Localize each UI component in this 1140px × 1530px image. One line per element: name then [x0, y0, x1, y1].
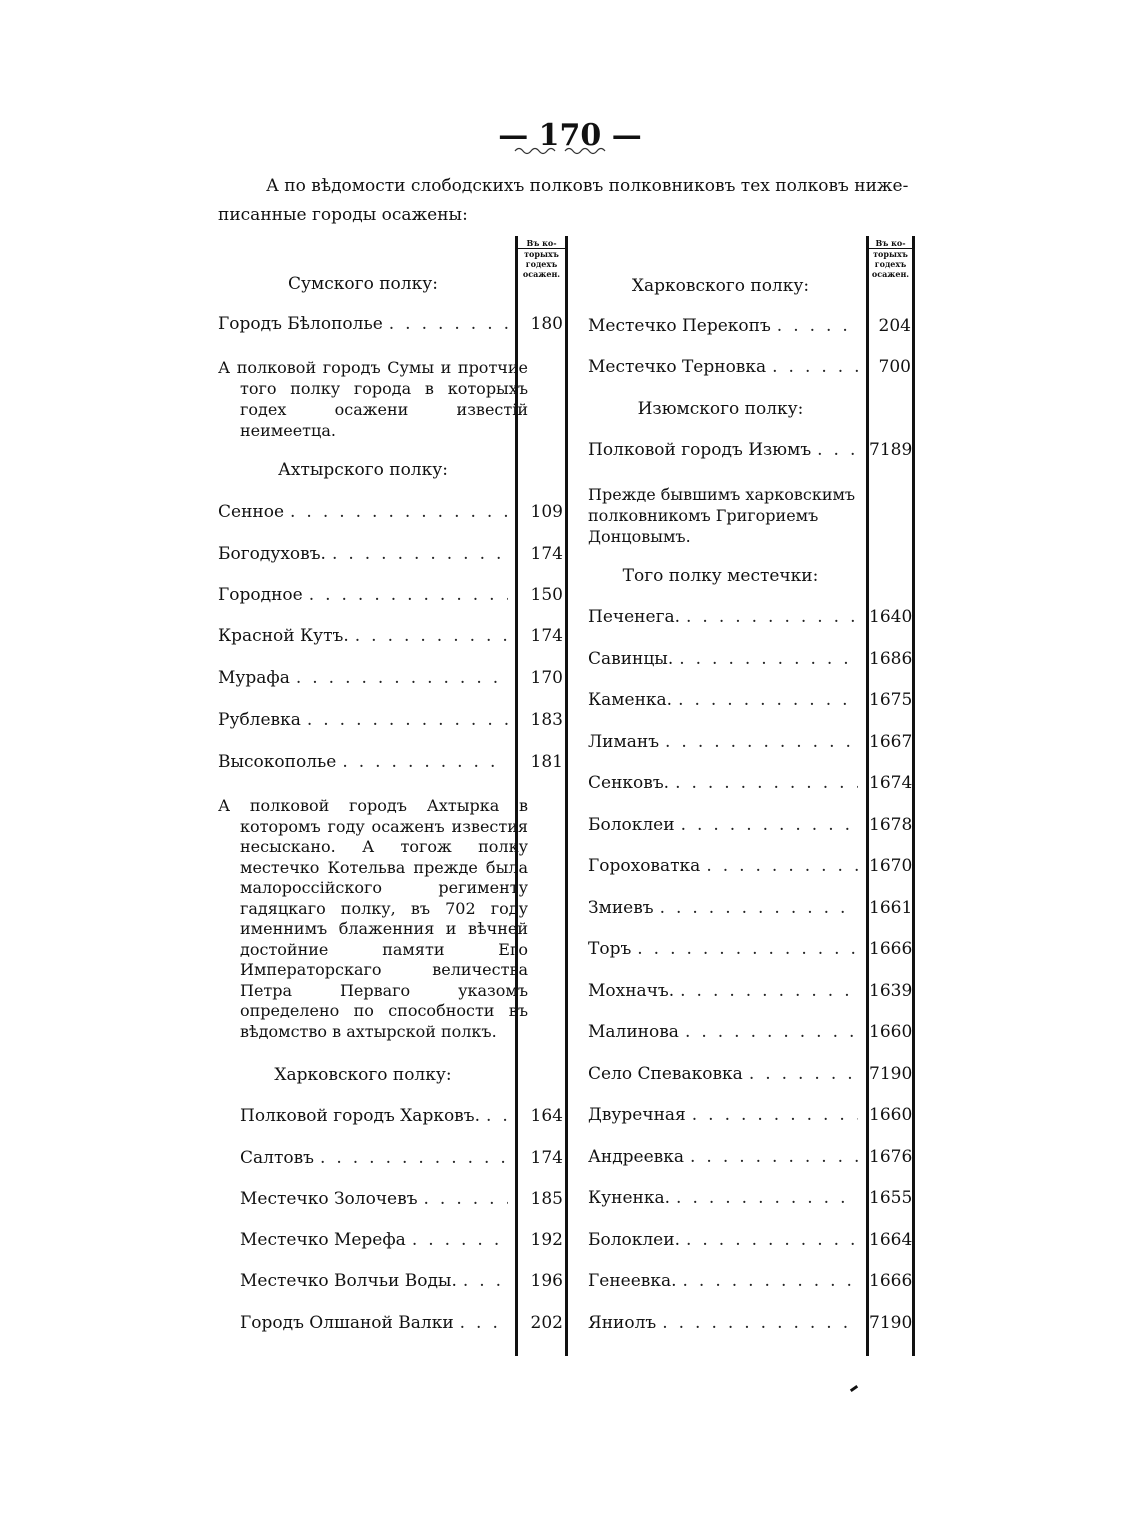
row-label: Сенное [218, 502, 285, 522]
row-label: Савинцы. [588, 649, 674, 669]
table-row [218, 502, 508, 522]
table-row [588, 773, 858, 793]
table-row [588, 939, 858, 959]
table-row [218, 544, 508, 564]
table-row [588, 690, 858, 710]
table-row [588, 1105, 858, 1125]
row-label: Красной Кутъ. [218, 626, 349, 646]
row-year: 1660 [869, 1022, 913, 1042]
table-row [588, 1147, 858, 1167]
kharkov-regiment-heading-right: Харковского полку: [631, 276, 810, 296]
row-year: 1640 [869, 607, 913, 627]
row-year: 7190 [869, 1313, 913, 1333]
row-label: Куненка. [588, 1188, 671, 1208]
row-year: 1678 [869, 815, 913, 835]
header-line: торыхъ [524, 249, 559, 259]
row-year: 109 [530, 502, 563, 522]
table-row [240, 1148, 508, 1168]
table-row [218, 626, 508, 646]
row-year: 1655 [869, 1188, 913, 1208]
row-label: Болоклеи. [588, 1230, 680, 1250]
row-year: 150 [530, 585, 563, 605]
row-label: Полковой городъ Харковъ. [240, 1106, 480, 1126]
row-label: Богодуховъ. [218, 544, 326, 564]
row-label: Салтовъ [240, 1148, 314, 1168]
table-row [588, 856, 858, 876]
row-label: Мохначъ. [588, 981, 675, 1001]
row-label: Село Спеваковка [588, 1064, 743, 1084]
row-label: Рублевка [218, 710, 301, 730]
row-label: Местечко Терновка [588, 357, 767, 377]
row-label: Яниолъ [588, 1313, 657, 1333]
row-year: 196 [530, 1271, 563, 1291]
table-row [588, 732, 858, 752]
ornament-squiggle [513, 145, 615, 157]
row-year: 1686 [869, 649, 913, 669]
table-row [588, 440, 858, 460]
table-row [218, 752, 508, 772]
table-row [588, 815, 858, 835]
row-label: Каменка. [588, 690, 673, 710]
table-row [218, 585, 508, 605]
row-label: Лиманъ [588, 732, 660, 752]
table-row [588, 1230, 858, 1250]
table-row [218, 314, 508, 334]
row-label: Печенега. [588, 607, 681, 627]
table-row [240, 1313, 508, 1333]
table-row [588, 357, 858, 377]
table-row [240, 1106, 508, 1126]
table-row [240, 1271, 508, 1291]
table-row [588, 1188, 858, 1208]
header-line: осажен. [871, 269, 910, 279]
row-label: Двуречная [588, 1105, 686, 1125]
row-year: 174 [530, 626, 563, 646]
row-label: Змиевъ [588, 898, 654, 918]
table-row [588, 1313, 858, 1333]
left-column-header [518, 238, 565, 279]
right-col-rule-2 [912, 236, 915, 1356]
sumy-note: А полковой городъ Сумы и протчие того полку города в которыхъ годех осажени известій неимеетца. [218, 358, 528, 440]
row-year: 180 [530, 314, 563, 334]
sumy-regiment-heading: Сумского полку: [288, 274, 438, 294]
table-row [240, 1189, 508, 1209]
table-row [218, 668, 508, 688]
row-label: Полковой городъ Изюмъ [588, 440, 812, 460]
header-line: годехъ [874, 259, 907, 269]
row-year: 1674 [869, 773, 913, 793]
table-row [588, 649, 858, 669]
row-year: 202 [530, 1313, 563, 1333]
table-row [588, 316, 858, 336]
row-label: Гороховатка [588, 856, 701, 876]
table-row [240, 1230, 508, 1250]
row-label: Местечко Золочевъ [240, 1189, 418, 1209]
row-label: Городъ Олшаной Валки [240, 1313, 454, 1333]
table-row [588, 981, 858, 1001]
table-row [588, 1022, 858, 1042]
table-row [588, 607, 858, 627]
row-year: 1666 [869, 1271, 913, 1291]
row-year: 7189 [869, 440, 913, 460]
row-year: 1667 [869, 732, 913, 752]
table-row [588, 1271, 858, 1291]
row-label: Местечко Волчьи Воды. [240, 1271, 457, 1291]
header-line: Въ ко- [869, 238, 912, 249]
intro-line-2: писанные городы осажены: [218, 205, 468, 225]
row-year: 164 [530, 1106, 563, 1126]
intro-line-1: А по вѣдомости слободскихъ полковъ полковниковъ тех полковъ ниже- [266, 176, 909, 196]
row-label: Городъ Бѣлополье [218, 314, 383, 334]
row-year: 1661 [869, 898, 913, 918]
table-row [588, 1064, 858, 1084]
row-label: Андреевка [588, 1147, 685, 1167]
header-line: торыхъ [873, 249, 908, 259]
row-label: Мурафа [218, 668, 290, 688]
intro-text [218, 172, 918, 230]
row-year: 700 [878, 357, 911, 377]
header-line: осажен. [522, 269, 561, 279]
page-number: — 170 — [498, 118, 642, 153]
row-year: 1639 [869, 981, 913, 1001]
izyum-regiment-heading: Изюмского полку: [637, 399, 804, 419]
header-line: Въ ко- [518, 238, 565, 249]
row-label: Сенковъ. [588, 773, 670, 793]
izyum-note: Прежде бывшимъ харковскимъ полковникомъ Григориемъ Донцовымъ. [588, 485, 856, 546]
table-row [218, 710, 508, 730]
akhtyr-note: А полковой городъ Ахтырка в которомъ году осаженъ известия несыскано. А тогож полку местечко Котельва прежде была малороссійского регименту гадяцкаго полку, въ 702 году именнимъ блаженния и вѣчней достойние памяти Его Императорскаго величества Петра Перваго указомъ определено по способности въ вѣдомство в ахтырской полкъ. [218, 796, 528, 1041]
akhtyr-regiment-heading: Ахтырского полку: [278, 460, 448, 480]
row-label: Генеевка. [588, 1271, 677, 1291]
row-year: 1664 [869, 1230, 913, 1250]
right-column-header [869, 238, 912, 279]
row-label: Городное [218, 585, 303, 605]
row-year: 183 [530, 710, 563, 730]
row-year: 1666 [869, 939, 913, 959]
row-year: 185 [530, 1189, 563, 1209]
row-year: 1670 [869, 856, 913, 876]
villages-heading: Того полку местечки: [622, 566, 819, 586]
row-year: 204 [878, 316, 911, 336]
row-year: 181 [530, 752, 563, 772]
row-year: 7190 [869, 1064, 913, 1084]
table-row [588, 898, 858, 918]
row-year: 192 [530, 1230, 563, 1250]
row-label: Высокополье [218, 752, 337, 772]
row-year: 1675 [869, 690, 913, 710]
row-label: Болоклеи [588, 815, 675, 835]
kharkov-regiment-heading-left: Харковского полку: [274, 1065, 452, 1085]
row-year: 170 [530, 668, 563, 688]
header-line: годехъ [525, 259, 558, 269]
row-label: Местечко Перекопъ [588, 316, 771, 336]
row-year: 1660 [869, 1105, 913, 1125]
row-year: 1676 [869, 1147, 913, 1167]
left-col-rule-2 [565, 236, 568, 1356]
ink-mark [850, 1385, 858, 1392]
row-label: Торъ [588, 939, 632, 959]
row-year: 174 [530, 1148, 563, 1168]
row-label: Местечко Мерефа [240, 1230, 406, 1250]
row-label: Малинова [588, 1022, 679, 1042]
row-year: 174 [530, 544, 563, 564]
